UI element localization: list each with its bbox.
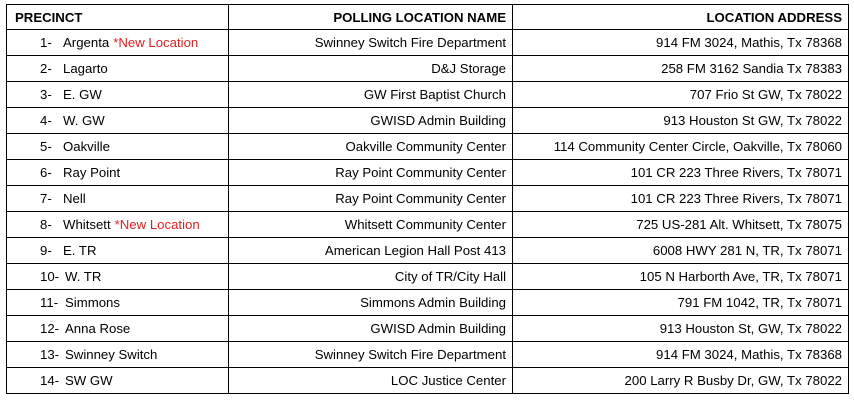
table-row — [7, 316, 849, 342]
precinct-name: Argenta — [63, 35, 110, 50]
table-row — [7, 368, 849, 394]
precinct-cell — [7, 108, 229, 134]
table-row — [7, 186, 849, 212]
location-address: 791 FM 1042, TR, Tx 78071 — [513, 290, 849, 316]
polling-locations-table-wrapper — [6, 4, 849, 394]
table-row — [7, 238, 849, 264]
precinct-name: W. TR — [65, 269, 102, 284]
precinct-number: 13- — [40, 347, 60, 362]
header-location-address: LOCATION ADDRESS — [513, 5, 849, 30]
table-row — [7, 30, 849, 56]
precinct-cell — [7, 342, 229, 368]
table-row — [7, 82, 849, 108]
polling-location-name: City of TR/City Hall — [229, 264, 513, 290]
table-row — [7, 342, 849, 368]
polling-location-name: GWISD Admin Building — [229, 316, 513, 342]
precinct-name: Whitsett — [63, 217, 111, 232]
precinct-name: E. TR — [63, 243, 97, 258]
precinct-number: 8- — [40, 217, 52, 232]
precinct-number: 12- — [40, 321, 60, 336]
polling-location-name: GWISD Admin Building — [229, 108, 513, 134]
header-precinct: PRECINCT — [7, 5, 229, 30]
polling-location-name: LOC Justice Center — [229, 368, 513, 394]
precinct-cell — [7, 160, 229, 186]
precinct-number: 10- — [40, 269, 60, 284]
polling-location-name: D&J Storage — [229, 56, 513, 82]
location-address: 101 CR 223 Three Rivers, Tx 78071 — [513, 186, 849, 212]
location-address: 105 N Harborth Ave, TR, Tx 78071 — [513, 264, 849, 290]
precinct-name: Lagarto — [63, 61, 108, 76]
precinct-number: 6- — [40, 165, 52, 180]
precinct-name: W. GW — [63, 113, 105, 128]
precinct-cell — [7, 264, 229, 290]
polling-location-name: Ray Point Community Center — [229, 186, 513, 212]
location-address: 200 Larry R Busby Dr, GW, Tx 78022 — [513, 368, 849, 394]
location-address: 914 FM 3024, Mathis, Tx 78368 — [513, 30, 849, 56]
location-address: 707 Frio St GW, Tx 78022 — [513, 82, 849, 108]
precinct-cell — [7, 290, 229, 316]
polling-locations-table — [6, 4, 849, 394]
polling-location-name: Ray Point Community Center — [229, 160, 513, 186]
precinct-name: E. GW — [63, 87, 102, 102]
precinct-cell — [7, 30, 229, 56]
precinct-name: SW GW — [65, 373, 113, 388]
precinct-cell — [7, 368, 229, 394]
polling-location-name: Swinney Switch Fire Department — [229, 30, 513, 56]
precinct-number: 11- — [40, 295, 59, 310]
location-address: 6008 HWY 281 N, TR, Tx 78071 — [513, 238, 849, 264]
table-row — [7, 160, 849, 186]
table-body — [7, 30, 849, 394]
precinct-number: 3- — [40, 87, 52, 102]
location-address: 114 Community Center Circle, Oakville, Tx 78060 — [513, 134, 849, 160]
location-address: 913 Houston St, GW, Tx 78022 — [513, 316, 849, 342]
header-row — [7, 5, 849, 30]
table-row — [7, 264, 849, 290]
location-address: 913 Houston St GW, Tx 78022 — [513, 108, 849, 134]
precinct-cell — [7, 186, 229, 212]
new-location-note: *New Location — [113, 35, 199, 50]
precinct-name: Oakville — [63, 139, 110, 154]
polling-location-name: Swinney Switch Fire Department — [229, 342, 513, 368]
precinct-number: 4- — [40, 113, 52, 128]
table-row — [7, 56, 849, 82]
precinct-cell — [7, 316, 229, 342]
precinct-number: 2- — [40, 61, 52, 76]
polling-location-name: Simmons Admin Building — [229, 290, 513, 316]
precinct-number: 9- — [40, 243, 52, 258]
precinct-number: 14- — [40, 373, 60, 388]
precinct-number: 5- — [40, 139, 52, 154]
precinct-name: Swinney Switch — [65, 347, 158, 362]
location-address: 725 US-281 Alt. Whitsett, Tx 78075 — [513, 212, 849, 238]
precinct-cell — [7, 238, 229, 264]
polling-location-name: Oakville Community Center — [229, 134, 513, 160]
precinct-cell — [7, 82, 229, 108]
precinct-number: 1- — [40, 35, 52, 50]
precinct-cell — [7, 134, 229, 160]
precinct-number: 7- — [40, 191, 52, 206]
table-row — [7, 108, 849, 134]
location-address: 258 FM 3162 Sandia Tx 78383 — [513, 56, 849, 82]
precinct-name: Nell — [63, 191, 86, 206]
precinct-cell — [7, 212, 229, 238]
precinct-name: Ray Point — [63, 165, 121, 180]
table-row — [7, 212, 849, 238]
polling-location-name: American Legion Hall Post 413 — [229, 238, 513, 264]
polling-location-name: Whitsett Community Center — [229, 212, 513, 238]
table-row — [7, 290, 849, 316]
precinct-name: Simmons — [65, 295, 120, 310]
precinct-name: Anna Rose — [65, 321, 131, 336]
table-row — [7, 134, 849, 160]
location-address: 101 CR 223 Three Rivers, Tx 78071 — [513, 160, 849, 186]
precinct-cell — [7, 56, 229, 82]
header-polling-location-name: POLLING LOCATION NAME — [229, 5, 513, 30]
new-location-note: *New Location — [114, 217, 200, 232]
location-address: 914 FM 3024, Mathis, Tx 78368 — [513, 342, 849, 368]
polling-location-name: GW First Baptist Church — [229, 82, 513, 108]
